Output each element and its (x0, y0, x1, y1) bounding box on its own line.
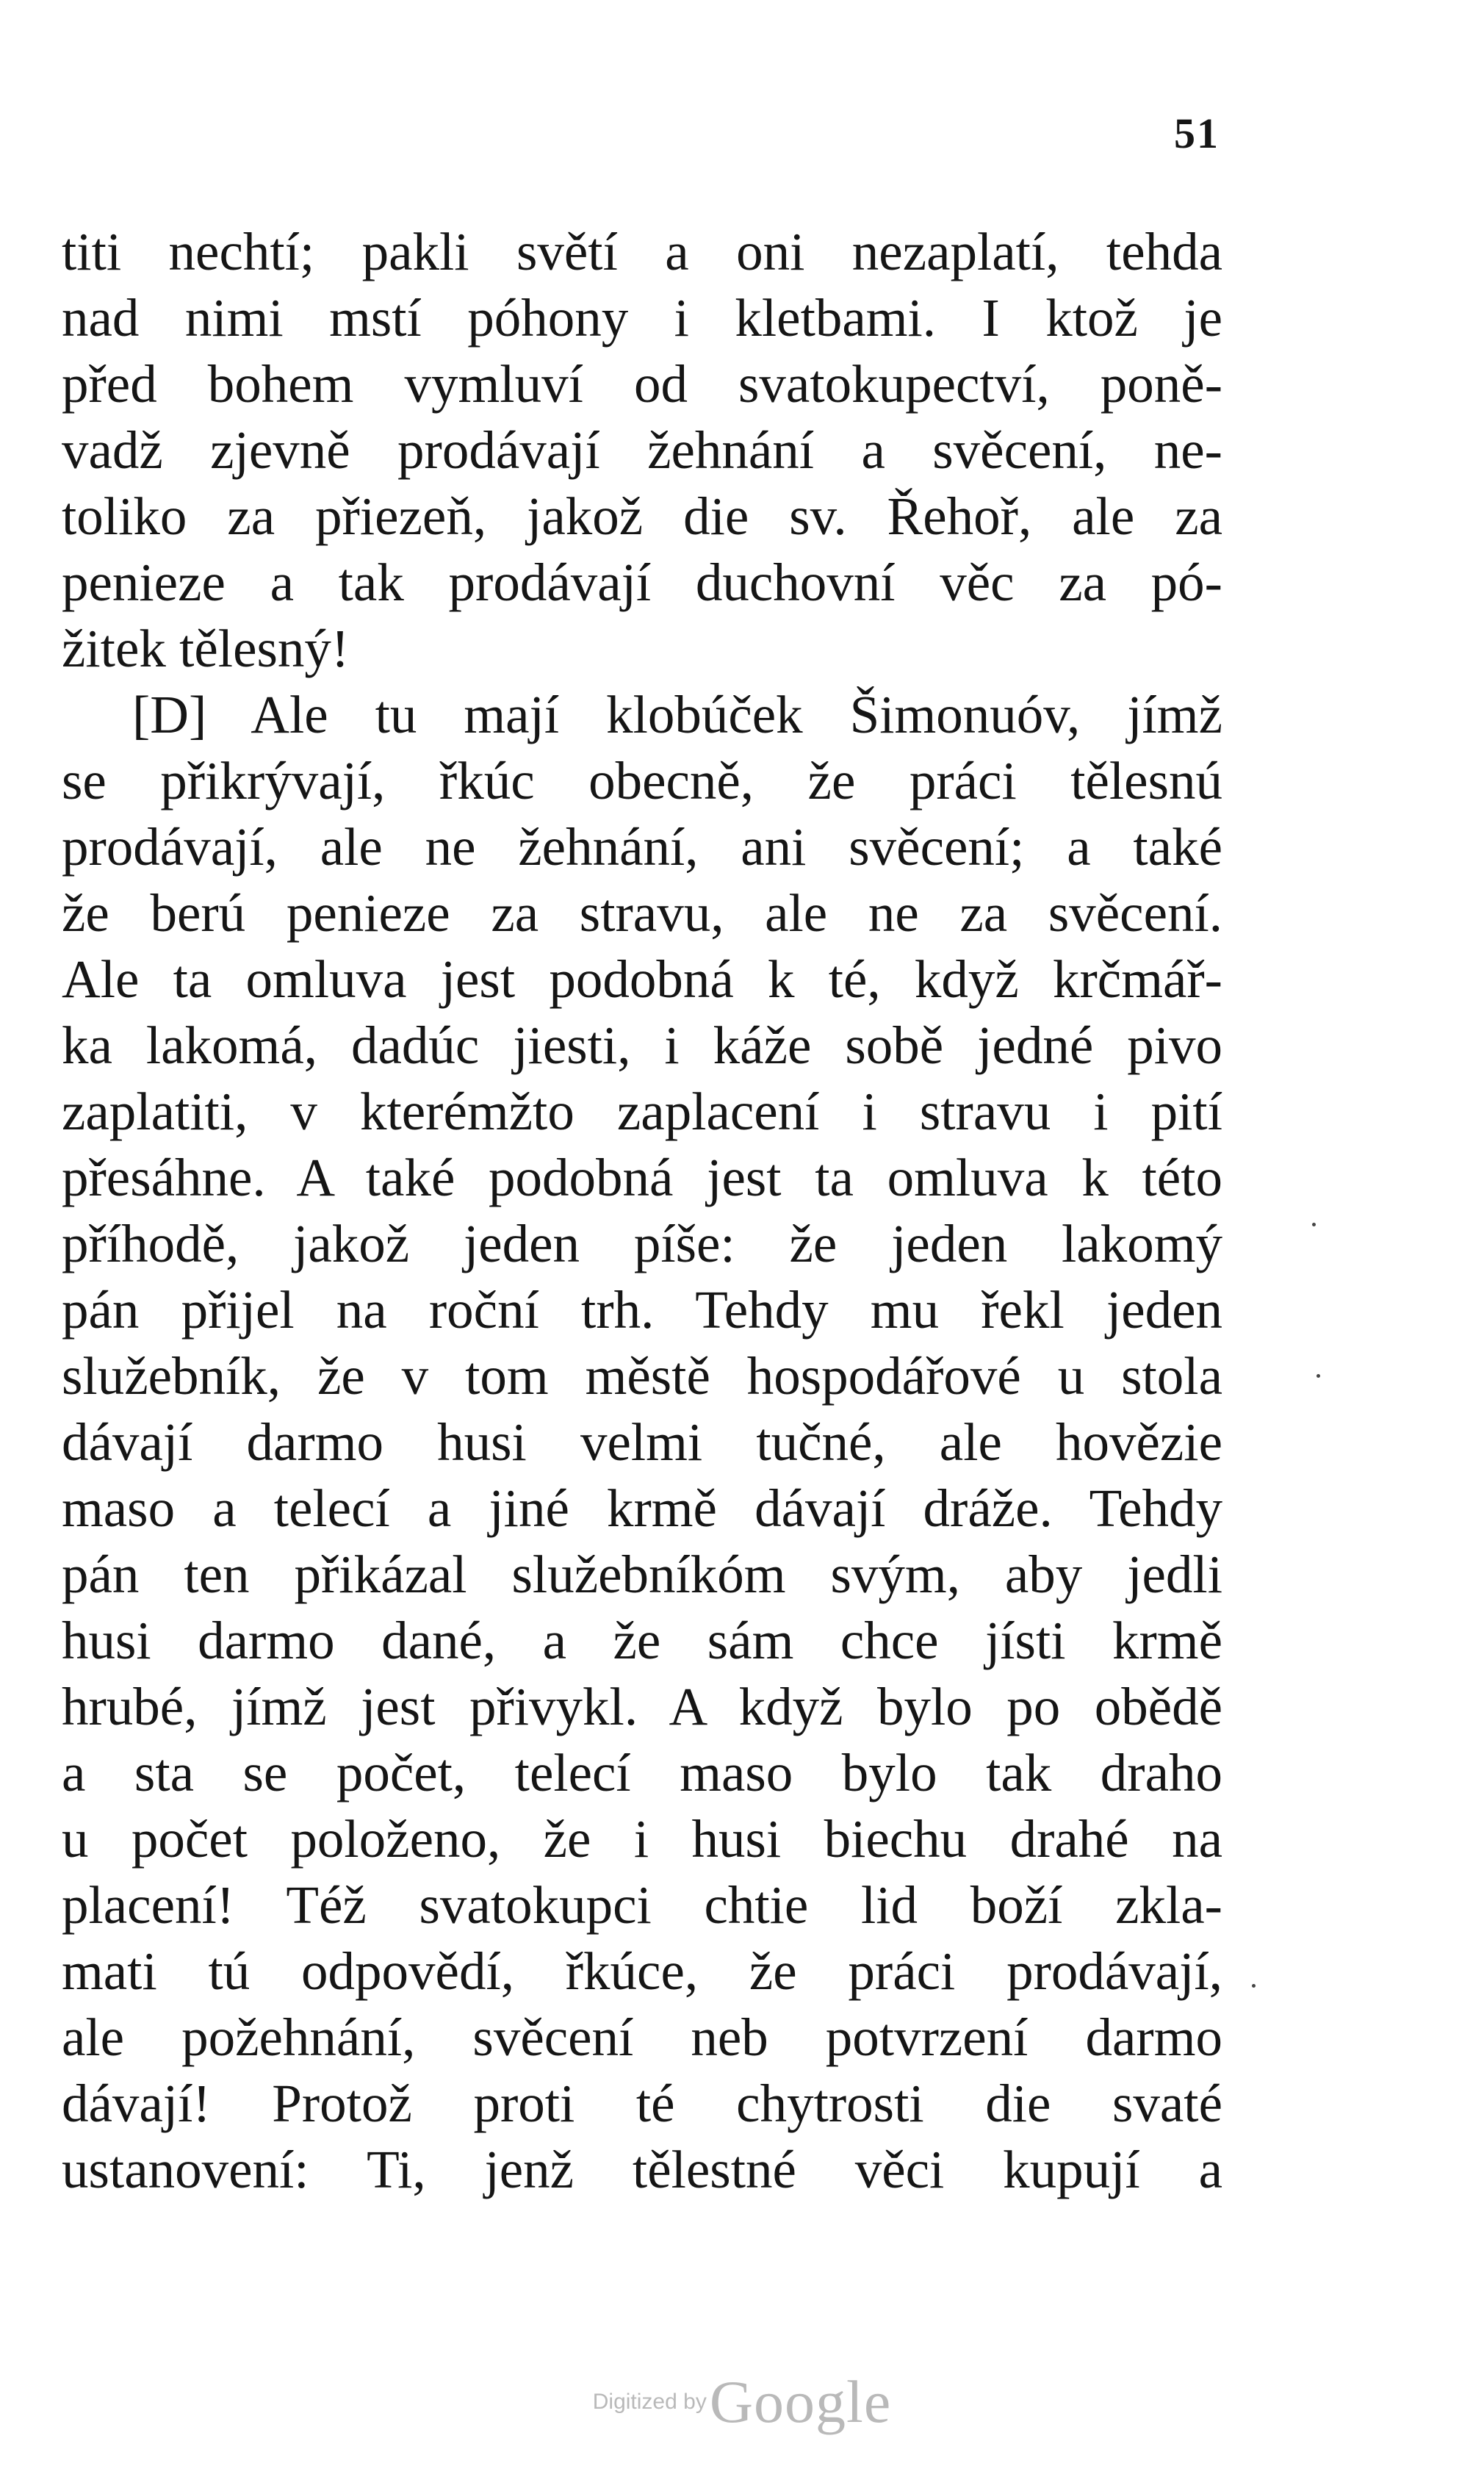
text-line: dávají darmo husi velmi tučné, ale hovězie (62, 1412, 1222, 1472)
google-logo: Google (709, 2368, 892, 2435)
text-line: nad nimi mstí póhony i kletbami. I ktož je (62, 288, 1222, 348)
text-line: ale požehnání, svěcení neb potvrzení darmo (62, 2007, 1222, 2067)
text-line: mati tú odpovědí, řkúce, že práci prodávají, (62, 1941, 1222, 2001)
body-text (62, 219, 1222, 2203)
text-line: toliko za přiezeň, jakož die sv. Řehoř, ale za (62, 486, 1222, 546)
text-line: maso a telecí a jiné krmě dávají dráže. Tehdy (62, 1478, 1222, 1538)
text-line: žitek tělesný! (62, 619, 350, 678)
text-line: se přikrývají, řkúc obecně, že práci tělesnú (62, 751, 1222, 810)
paragraph-start-line: [D] Ale tu mají klobúček Šimonuóv, jímž (132, 685, 1222, 744)
text-line: titi nechtí; pakli světí a oni nezaplatí, tehda (62, 222, 1222, 281)
text-line: že berú penieze za stravu, ale ne za svěcení. (62, 883, 1222, 943)
watermark-prefix: Digitized by (592, 2390, 707, 2414)
text-line: ustanovení: Ti, jenž tělestné věci kupují a (62, 2140, 1222, 2199)
text-line: penieze a tak prodávají duchovní věc za pó- (62, 553, 1222, 612)
scan-speck (1252, 1984, 1256, 1988)
page-number: 51 (1174, 109, 1220, 157)
digitized-watermark (0, 2368, 1484, 2437)
text-line: hrubé, jímž jest přivykl. A když bylo po obědě (62, 1677, 1222, 1736)
text-line: před bohem vymluví od svatokupectví, poně- (62, 354, 1222, 414)
text-line: a sta se počet, telecí maso bylo tak draho (62, 1743, 1222, 1802)
text-line: u počet položeno, že i husi biechu drahé na (62, 1809, 1222, 1869)
text-line: husi darmo dané, a že sám chce jísti krmě (62, 1611, 1222, 1670)
text-line: dávají! Protož proti té chytrosti die svaté (62, 2074, 1222, 2133)
text-line: služebník, že v tom městě hospodářové u stola (62, 1346, 1222, 1406)
text-line: placení! Též svatokupci chtie lid boží zkla- (62, 1875, 1222, 1935)
text-line: pán přijel na roční trh. Tehdy mu řekl jeden (62, 1280, 1222, 1340)
text-line: ka lakomá, dadúc jiesti, i káže sobě jedné pivo (62, 1016, 1222, 1075)
text-line: vadž zjevně prodávají žehnání a svěcení, ne- (62, 420, 1222, 480)
text-line: zaplatiti, v kterémžto zaplacení i stravu i pití (62, 1082, 1222, 1141)
scan-speck (1312, 1223, 1316, 1226)
text-line: pán ten přikázal služebníkóm svým, aby jedli (62, 1545, 1222, 1604)
scan-speck (1316, 1374, 1320, 1378)
text-line: Ale ta omluva jest podobná k té, když krčmář- (62, 949, 1222, 1009)
text-line: prodávají, ale ne žehnání, ani svěcení; a také (62, 817, 1222, 877)
text-line: přesáhne. A také podobná jest ta omluva k této (62, 1148, 1222, 1207)
text-line: příhodě, jakož jeden píše: že jeden lakomý (62, 1214, 1222, 1273)
